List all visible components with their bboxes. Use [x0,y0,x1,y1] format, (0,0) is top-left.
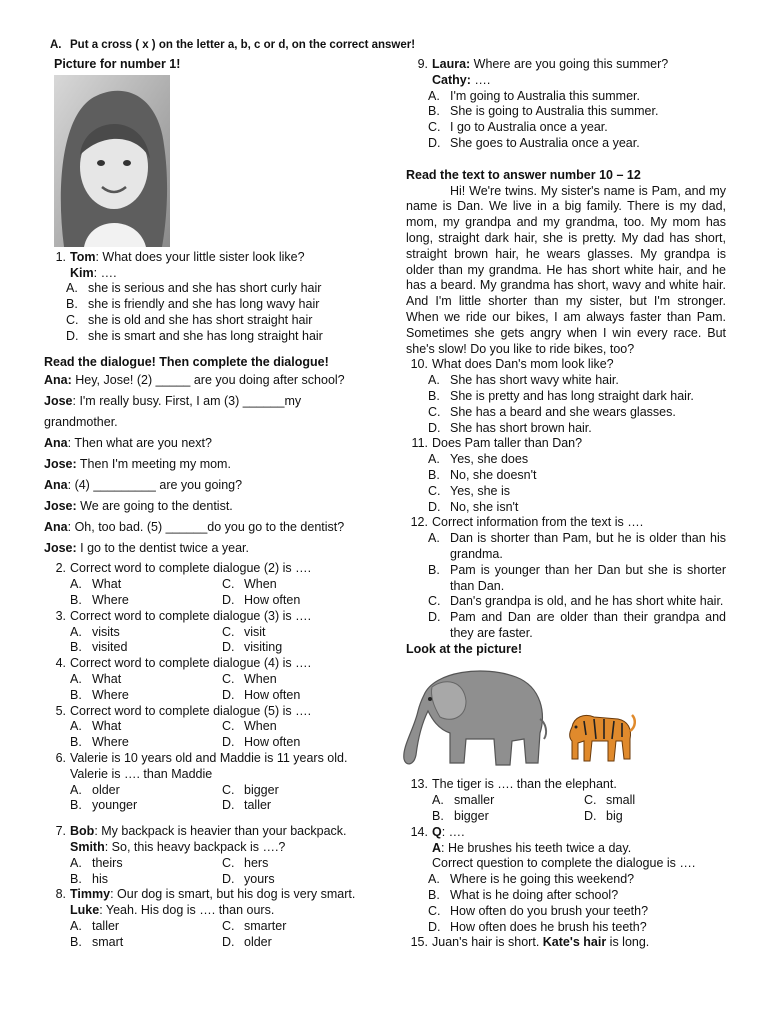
speaker: Cathy: [432,72,471,87]
section-label: A. [50,39,62,51]
option-letter: D. [428,610,441,625]
option-c[interactable] [222,856,362,872]
option-c[interactable] [406,484,726,500]
option-c[interactable] [406,904,726,920]
option-d[interactable] [222,798,362,814]
option-text: Yes, she does [450,452,529,467]
option-letter: A. [70,671,82,686]
option-text: Yes, she is [450,483,510,498]
option-letter: C. [222,855,235,870]
option-letter: A. [428,452,440,467]
line-text: : Oh, too bad. (5) ______do you go to the dentist? [67,520,345,535]
reading-title: Read the text to answer number 10 – 12 [406,167,641,182]
option-d[interactable] [406,421,726,437]
option-text: taller [244,798,272,813]
option-d[interactable] [406,610,726,642]
question-text: Valerie is 10 years old and Maddie is 11 years old. Valerie is …. than Maddie [70,750,348,781]
option-text: big [606,809,623,824]
option-text: she is friendly and she has long wavy hair [88,297,320,312]
line-text: : (4) _________ are you going? [67,478,243,493]
option-letter: D. [222,735,235,750]
section-heading [50,38,415,54]
option-text: What [92,577,122,592]
option-a[interactable] [70,577,222,593]
dialogue-line [44,391,374,412]
option-letter: D. [66,328,79,343]
option-letter: C. [428,404,441,419]
option-letter: B. [66,297,78,312]
option-letter: B. [428,467,440,482]
option-text: Dan is shorter than Pam, but he is older than his grandma. [450,531,726,561]
option-letter: B. [70,934,82,949]
option-text: his [92,871,108,886]
dialogue-line [44,475,374,496]
question-text: : What does your little sister look like? [95,249,305,264]
answer-text: : He brushes his teeth twice a day. [441,840,632,855]
speaker: Jose [44,394,73,409]
option-letter: D. [222,798,235,813]
question-14 [406,825,726,841]
speaker: A [432,840,442,855]
option-text: What [92,719,122,734]
option-text: What [92,671,122,686]
question-14-prompt: Correct question to complete the dialogue is …. [432,856,696,871]
speaker: Smith [70,839,105,854]
option-letter: B. [70,640,82,655]
answer-text: : …. [93,265,117,280]
question-15 [406,935,726,951]
option-c[interactable] [222,783,362,799]
picture-title: Picture for number 1! [54,57,181,71]
option-letter: A. [70,918,82,933]
question-8-reply [44,903,374,919]
option-c[interactable] [222,719,362,735]
dialogue-line [44,412,374,433]
question-3 [44,609,374,625]
option-text: she is serious and she has short curly hair [88,281,322,296]
option-letter: A. [70,719,82,734]
option-letter: D. [428,499,441,514]
option-b[interactable] [70,872,222,888]
question-number: 7. [55,824,66,839]
question-7-options [44,856,374,888]
option-c[interactable] [44,313,374,329]
question-text: Correct word to complete dialogue (3) is …. [70,608,312,623]
option-letter: B. [428,388,440,403]
option-a[interactable] [44,281,374,297]
animals-picture [406,659,726,777]
question-number: 12. [410,515,428,530]
option-b[interactable] [70,640,222,656]
question-6 [44,751,374,783]
option-letter: A. [70,855,82,870]
question-1-answer-line [44,266,374,282]
option-letter: B. [70,798,82,813]
option-text: older [244,934,272,949]
question-5-options [44,719,374,751]
option-text: yours [244,871,275,886]
option-text: When [244,719,277,734]
girl-photo [54,75,170,247]
option-a[interactable] [70,672,222,688]
option-letter: A. [428,373,440,388]
option-b[interactable] [44,297,374,313]
option-letter: C. [584,793,597,808]
option-a[interactable] [406,872,726,888]
option-c[interactable] [222,919,362,935]
option-letter: A. [70,782,82,797]
question-3-options [44,625,374,657]
question-number: 10. [410,357,428,372]
option-text: bigger [244,782,279,797]
dialogue-line [44,517,374,538]
option-c[interactable] [406,120,726,136]
speaker: Jose: [44,457,77,472]
question-text-tail: is long. [606,935,650,950]
option-b[interactable] [70,935,222,951]
option-c[interactable] [222,625,362,641]
line-text: grandmother. [44,415,118,430]
question-number: 4. [55,656,66,671]
option-text: smaller [454,793,495,808]
question-text: What does Dan's mom look like? [432,357,614,372]
option-letter: A. [70,577,82,592]
question-text: : My backpack is heavier than your backpack. [94,824,347,839]
line-text: We are going to the dentist. [76,499,233,514]
option-text: older [92,782,120,797]
option-a[interactable] [406,531,726,563]
option-letter: C. [222,782,235,797]
option-letter: C. [66,312,79,327]
option-text: How often [244,687,301,702]
question-number: 15. [410,935,428,950]
option-text: She has short brown hair. [450,420,592,435]
option-letter: D. [222,640,235,655]
option-text: Where is he going this weekend? [450,872,635,887]
option-b[interactable] [70,688,222,704]
option-letter: A. [70,624,82,639]
question-text: Correct word to complete dialogue (2) is …. [70,561,312,576]
option-b[interactable] [406,389,726,405]
question-11 [406,436,726,452]
option-letter: C. [428,903,441,918]
option-letter: A. [428,88,440,103]
question-number: 2. [55,561,66,576]
question-14-answer [406,841,726,857]
question-12 [406,515,726,531]
option-a[interactable] [70,856,222,872]
question-number: 9. [417,57,428,71]
question-number: 5. [55,703,66,718]
option-text: Where [92,687,129,702]
option-letter: C. [428,120,441,135]
option-letter: C. [222,624,235,639]
option-text: No, she doesn't [450,467,537,482]
question-text: Correct information from the text is …. [432,515,644,530]
dialogue [44,370,374,559]
option-text: hers [244,855,269,870]
option-letter: B. [428,888,440,903]
option-letter: D. [428,420,441,435]
option-d[interactable] [222,688,362,704]
question-text: : …. [441,824,465,839]
option-text: bigger [454,809,489,824]
option-letter: D. [222,871,235,886]
option-b[interactable] [432,809,584,825]
option-letter: C. [428,594,441,609]
option-text: Pam and Dan are older than their grandpa and they are faster. [450,610,726,640]
option-letter: D. [222,934,235,949]
option-a[interactable] [406,452,726,468]
option-b[interactable] [406,888,726,904]
option-b[interactable] [406,468,726,484]
option-text: No, she isn't [450,499,519,514]
option-letter: D. [584,809,597,824]
option-a[interactable] [70,919,222,935]
option-letter: A. [66,281,78,296]
reading-passage: Hi! We're twins. My sister's name is Pam, and my name is Dan. We live in a big family. There is my dad, mom, my grandpa and my grandma, too. My mom has long, straight dark hair, she is pretty. My dad has short, straight brown hair, he wears glasses. My grandpa is older than my grandma. He has short white hair, and he has a beard. My grandma has short, wavy and white hair. And I'm little shorter than my sister, but I'm stronger. When we ride our bikes, I am always faster than Pam. Sometimes she gets angry when I win every race. But she's slow! Do you like to ride bikes, too? [406,183,726,356]
question-text: The tiger is …. than the elephant. [432,777,617,792]
option-text: How often do you brush your teeth? [450,903,649,918]
speaker: Bob [70,824,95,839]
question-text: Where are you going this summer? [470,57,669,71]
option-letter: B. [428,104,440,119]
speaker: Q [432,824,442,839]
question-number: 11. [411,436,428,451]
question-5 [44,704,374,720]
option-letter: D. [222,592,235,607]
option-a[interactable] [406,373,726,389]
question-text: Correct word to complete dialogue (5) is …. [70,703,312,718]
question-13-options [406,793,726,825]
option-c[interactable] [406,405,726,421]
question-text: : Our dog is smart, but his dog is very smart. [110,887,356,902]
option-c[interactable] [584,793,724,809]
look-title: Look at the picture! [406,641,522,656]
question-text: Does Pam taller than Dan? [432,436,583,451]
option-text: I go to Australia once a year. [450,120,608,135]
line-text: : Then what are you next? [67,436,212,451]
option-letter: C. [222,671,235,686]
option-d[interactable] [222,735,362,751]
option-text: younger [92,798,138,813]
option-c[interactable] [222,577,362,593]
dialogue-line [44,496,374,517]
option-b[interactable] [70,798,222,814]
option-text: she is smart and she has long straight hair [88,328,323,343]
question-text-bold: Kate's hair [542,935,607,950]
dialogue-line [44,454,374,475]
speaker: Laura: [432,57,471,71]
option-b[interactable] [406,104,726,120]
speaker: Tom [70,249,96,264]
option-letter: B. [70,687,82,702]
question-8-options [44,919,374,951]
option-text: What is he doing after school? [450,888,619,903]
option-text: When [244,577,277,592]
option-b[interactable] [70,735,222,751]
option-letter: D. [428,135,441,150]
option-d[interactable] [406,136,726,152]
option-text: She is going to Australia this summer. [450,104,659,119]
option-d[interactable] [406,920,726,936]
question-9 [406,57,726,73]
option-d[interactable] [584,809,724,825]
option-text: she is old and she has short straight hair [88,312,313,327]
option-text: How often [244,592,301,607]
speaker: Jose: [44,541,77,556]
question-number: 8. [55,887,66,902]
option-letter: D. [428,919,441,934]
option-d[interactable] [222,935,362,951]
right-column [406,57,726,951]
question-7-reply [44,840,374,856]
question-4 [44,656,374,672]
option-text: smarter [244,918,287,933]
option-letter: A. [432,793,444,808]
option-text: Pam is younger than her Dan but she is shorter than Dan. [450,562,726,593]
option-d[interactable] [44,329,374,345]
question-number: 13. [410,777,428,792]
speaker: Jose: [44,499,77,514]
option-c[interactable] [406,594,726,610]
speaker: Ana [44,436,68,451]
question-2 [44,561,374,577]
option-text: I'm going to Australia this summer. [450,88,640,103]
option-b[interactable] [406,563,726,595]
option-text: visit [244,624,266,639]
option-letter: C. [222,918,235,933]
line-text: I go to the dentist twice a year. [76,541,249,556]
dialogue-line [44,538,374,559]
option-text: How often [244,735,301,750]
option-text: She goes to Australia once a year. [450,135,640,150]
option-letter: B. [428,562,440,577]
speaker: Luke [70,903,100,918]
option-text: She has a beard and she wears glasses. [450,404,676,419]
option-d[interactable] [222,593,362,609]
question-10 [406,357,726,373]
question-9-reply [406,73,726,89]
option-text: Dan's grandpa is old, and he has short white hair. [450,594,724,609]
question-4-options [44,672,374,704]
dialogue-line [44,433,374,454]
option-a[interactable] [406,89,726,105]
option-c[interactable] [222,672,362,688]
question-8 [44,887,374,903]
line-text: Then I'm meeting my mom. [76,457,231,472]
speaker: Ana [44,520,68,535]
option-text: She is pretty and has long straight dark hair. [450,388,694,403]
option-text: Where [92,735,129,750]
tiger-image [564,701,636,767]
option-text: How often does he brush his teeth? [450,919,647,934]
option-a[interactable] [70,625,222,641]
line-text: : I'm really busy. First, I am (3) ______my [72,394,302,409]
option-letter: B. [70,592,82,607]
option-b[interactable] [70,593,222,609]
option-letter: B. [70,735,82,750]
question-number: 6. [55,750,66,765]
option-text: taller [92,918,120,933]
question-number: 3. [55,608,66,623]
elephant-image [394,659,550,775]
option-text: She has short wavy white hair. [450,373,619,388]
option-d[interactable] [222,640,362,656]
option-a[interactable] [432,793,584,809]
option-text: small [606,793,636,808]
question-13 [406,777,726,793]
question-6-options [44,783,374,815]
question-7 [44,824,374,840]
left-column [44,57,374,951]
question-text: Juan's hair is short. [432,935,543,950]
question-2-options [44,577,374,609]
question-text: Correct word to complete dialogue (4) is …. [70,656,312,671]
option-d[interactable] [406,500,726,516]
speaker: Ana [44,478,68,493]
option-letter: B. [432,809,444,824]
option-letter: A. [428,531,440,546]
option-text: visited [92,640,128,655]
dialogue-title: Read the dialogue! Then complete the dialogue! [44,354,329,369]
question-1 [44,250,374,266]
line-text: Hey, Jose! (2) _____ are you doing after school? [71,373,345,388]
option-text: visiting [244,640,283,655]
speaker: Ana: [44,373,72,388]
reply-text: : Yeah. His dog is …. than ours. [99,903,275,918]
reply-text: : So, this heavy backpack is ….? [104,839,286,854]
option-a[interactable] [70,783,222,799]
question-number: 14. [410,824,428,839]
option-a[interactable] [70,719,222,735]
option-letter: A. [428,872,440,887]
reply-text: …. [470,72,491,87]
section-instruction: Put a cross ( x ) on the letter a, b, c or d, on the correct answer! [70,39,416,51]
option-letter: C. [222,719,235,734]
option-letter: B. [70,871,82,886]
question-number: 1. [55,249,66,264]
speaker: Timmy [70,887,111,902]
option-text: When [244,671,277,686]
option-text: visits [92,624,120,639]
option-text: smart [92,934,124,949]
option-letter: C. [222,577,235,592]
option-letter: D. [222,687,235,702]
speaker: Kim [70,265,94,280]
option-letter: C. [428,483,441,498]
option-text: Where [92,592,129,607]
option-text: theirs [92,855,123,870]
dialogue-line [44,370,374,391]
option-d[interactable] [222,872,362,888]
